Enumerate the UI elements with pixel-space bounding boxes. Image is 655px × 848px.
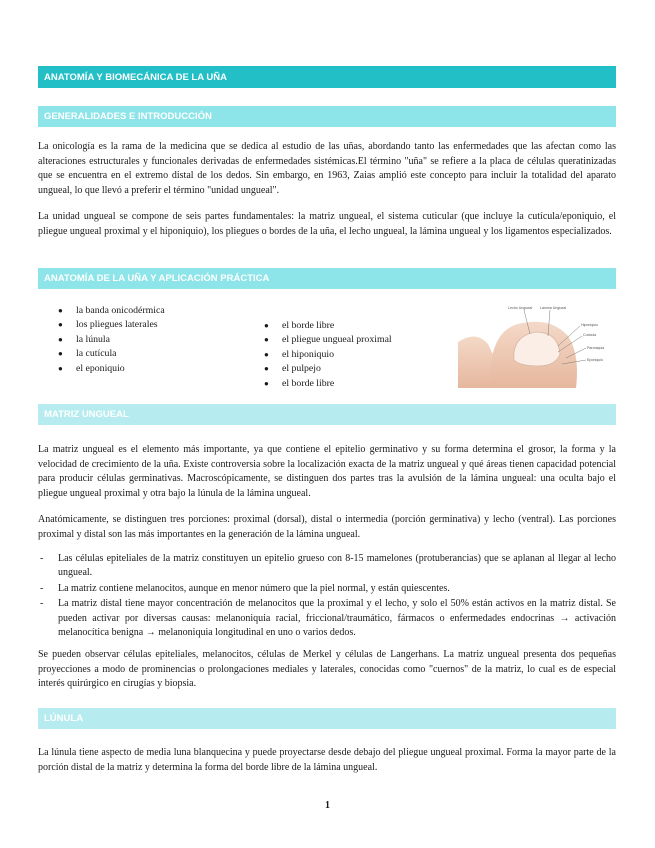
section-heading-matrix: MATRIZ UNGUEAL bbox=[44, 409, 129, 420]
list-item: - La matriz distal tiene mayor concentración de melanocitos que la proximal y el lecho, y solo el 50% están activos en la matriz distal. Se pueden activar por diversas causas: melanoniquia racial, friccional/traumático, fármacos o enfermedades endocrinas → activación melanocítica benigna → melanoniquia longitudinal en uno o varios dedos. bbox=[38, 597, 616, 640]
list-item: ● el eponiquio bbox=[58, 362, 248, 376]
page-number: 1 bbox=[325, 800, 330, 811]
list-item: ● el pulpejo bbox=[264, 362, 454, 376]
title-band bbox=[38, 66, 616, 88]
section-band-lunula bbox=[38, 708, 616, 729]
list-item: ● el hiponiquio bbox=[264, 348, 454, 362]
section-band-matrix bbox=[38, 404, 616, 425]
document-title: ANATOMÍA Y BIOMECÁNICA DE LA UÑA bbox=[44, 71, 227, 83]
list-item: ● los pliegues laterales bbox=[58, 318, 248, 332]
section-heading-intro: GENERALIDADES E INTRODUCCIÓN bbox=[44, 111, 212, 122]
section-heading-anatomy: ANATOMÍA DE LA UÑA Y APLICACIÓN PRÁCTICA bbox=[44, 273, 270, 284]
section-heading-lunula: LÚNULA bbox=[44, 713, 84, 724]
list-item: ● el pliegue ungueal proximal bbox=[264, 333, 454, 347]
list-item: ● la cutícula bbox=[58, 347, 248, 361]
matrix-dash-list bbox=[38, 552, 616, 641]
section-band-anatomy bbox=[38, 268, 616, 289]
figure-label: Lecho Ungueal bbox=[508, 306, 533, 310]
figure-label: Cutícula bbox=[583, 333, 597, 337]
intro-paragraph-1: La onicología es la rama de la medicina que se dedica al estudio de las uñas, abordando tanto las enfermedades que las afectan como las alteraciones estructurales y funcionales derivadas de enfermedades sistémicas.El término "uña" se refiere a la placa de células queratinizadas que se encuentra en el extremo distal de los dedos. Sin embargo, en 1963, Zaias amplió este concepto para incluir la totalidad del aparato ungueal, lo que llevó a preferir el término "unidad ungueal". bbox=[38, 141, 616, 196]
list-item: ● la lúnula bbox=[58, 333, 248, 347]
list-item: - Las células epiteliales de la matriz constituyen un epitelio grueso con 8-15 mamelones (protuberancias) que se aplanan al llegar al lecho ungueal. bbox=[38, 552, 616, 581]
toe-nail-anatomy-figure bbox=[458, 302, 616, 388]
intro-paragraph-2: La unidad ungueal se compone de seis partes fundamentales: la matriz ungueal, el sistema cuticular (que incluye la cutícula/eponiquio, el pliegue ungueal proximal y el hiponiquio), los pliegues o bordes de la uña, el lecho ungueal, la lámina ungueal y los ligamentos especializados. bbox=[38, 211, 616, 237]
matrix-paragraph-3: Se pueden observar células epiteliales, melanocitos, células de Merkel y células de Langerhans. La matriz ungueal presenta dos pequeñas proyecciones a modo de prominencias o prolongaciones mediales y laterales, conocidas como "cuernos" de la matriz, lo cual es de especial interés quirúrgico en cirugías y biopsia. bbox=[38, 649, 616, 690]
list-item: ● la banda onicodérmica bbox=[58, 304, 248, 318]
section-band-intro bbox=[38, 106, 616, 127]
matrix-paragraph-2: Anatómicamente, se distinguen tres porciones: proximal (dorsal), distal o intermedia (porción germinativa) y lecho (ventral). Las porciones proximal y distal son las más importantes en la generación de la lámina ungueal. bbox=[38, 514, 616, 540]
figure-label: Eponiquio bbox=[587, 358, 603, 362]
figure-label: Lámina Ungueal bbox=[540, 306, 567, 310]
list-item: ● el borde libre bbox=[264, 377, 454, 391]
anatomy-list-left bbox=[58, 304, 248, 376]
list-item: - La matriz contiene melanocitos, aunque en menor número que la piel normal, y están quiescentes. bbox=[38, 582, 616, 596]
matrix-paragraph-1: La matriz ungueal es el elemento más importante, ya que contiene el epitelio germinativo y su forma determina el grosor, la forma y la velocidad de crecimiento de la uña. Existe controversia sobre la localización exacta de la matriz ungueal y qué áreas tienen capacidad potencial para producir células germinativas. Macroscópicamente, se distinguen dos partes tras la avulsión de la lámina ungueal: una oculta bajo el pliegue ungueal proximal y otra bajo la lúnula de la lámina ungueal. bbox=[38, 444, 616, 499]
list-item: ● el borde libre bbox=[264, 319, 454, 333]
figure-label: Hiponiquio bbox=[581, 323, 598, 327]
figure-label: Paroniquia bbox=[587, 346, 605, 350]
anatomy-list-right bbox=[264, 319, 454, 391]
lunula-paragraph-1: La lúnula tiene aspecto de media luna blanquecina y puede proyectarse desde debajo del pliegue ungueal proximal. Forma la mayor parte de la porción distal de la matriz y determina la forma del borde libre de la lámina ungueal. bbox=[38, 747, 616, 773]
